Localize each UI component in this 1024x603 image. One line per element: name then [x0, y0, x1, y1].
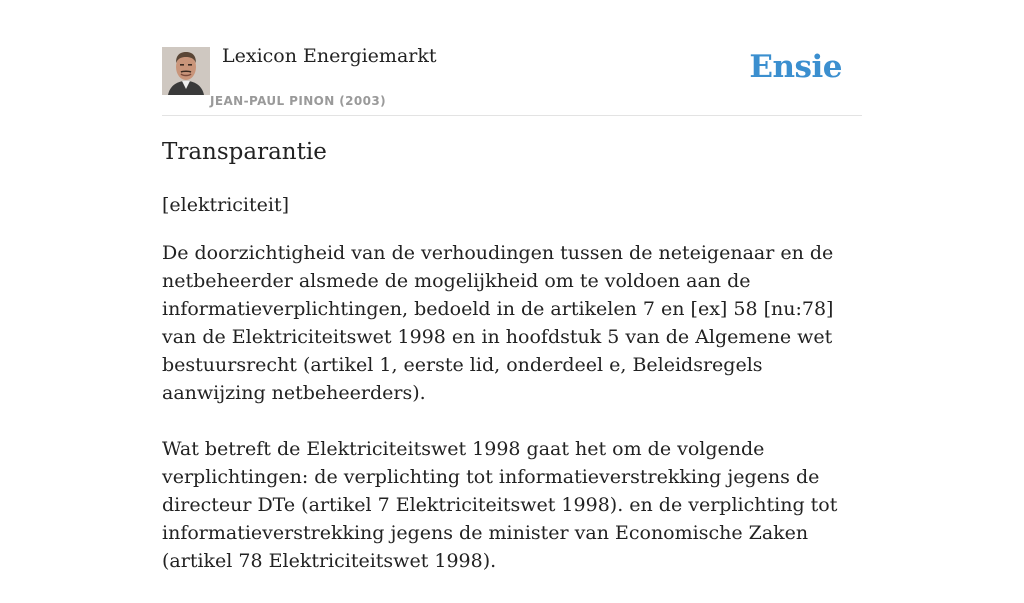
author-avatar[interactable]	[162, 47, 210, 95]
entry-category: [elektriciteit]	[162, 194, 290, 216]
entry-header	[162, 0, 862, 116]
book-title[interactable]: Lexicon Energiemarkt	[222, 45, 437, 67]
ensie-logo[interactable]: Ensie	[749, 49, 842, 85]
entry-title: Transparantie	[162, 139, 327, 165]
entry-paragraph: Wat betreft de Elektriciteitswet 1998 gaat het om de volgende verplichtingen: de verplichting tot informatieverstrekking jegens de directeur DTe (artikel 7 Elektriciteitswet 1998). en de verplichting tot informatieverstrekking jegens de minister van Economische Zaken (artikel 78 Elektriciteitswet 1998).	[162, 438, 838, 572]
author-name: JEAN-PAUL PINON (2003)	[210, 94, 387, 108]
entry-paragraph: De doorzichtigheid van de verhoudingen tussen de neteigenaar en de netbeheerder alsmede de mogelijkheid om te voldoen aan de informatieverplichtingen, bedoeld in de artikelen 7 en [ex] 58 [nu:78] van de Elektriciteitswet 1998 en in hoofdstuk 5 van de Algemene wet bestuursrecht (artikel 1, eerste lid, onderdeel e, Beleidsregels aanwijzing netbeheerders).	[162, 242, 834, 404]
author-portrait-icon	[162, 47, 210, 95]
entry-card	[162, 0, 862, 572]
entry-body	[162, 239, 868, 603]
